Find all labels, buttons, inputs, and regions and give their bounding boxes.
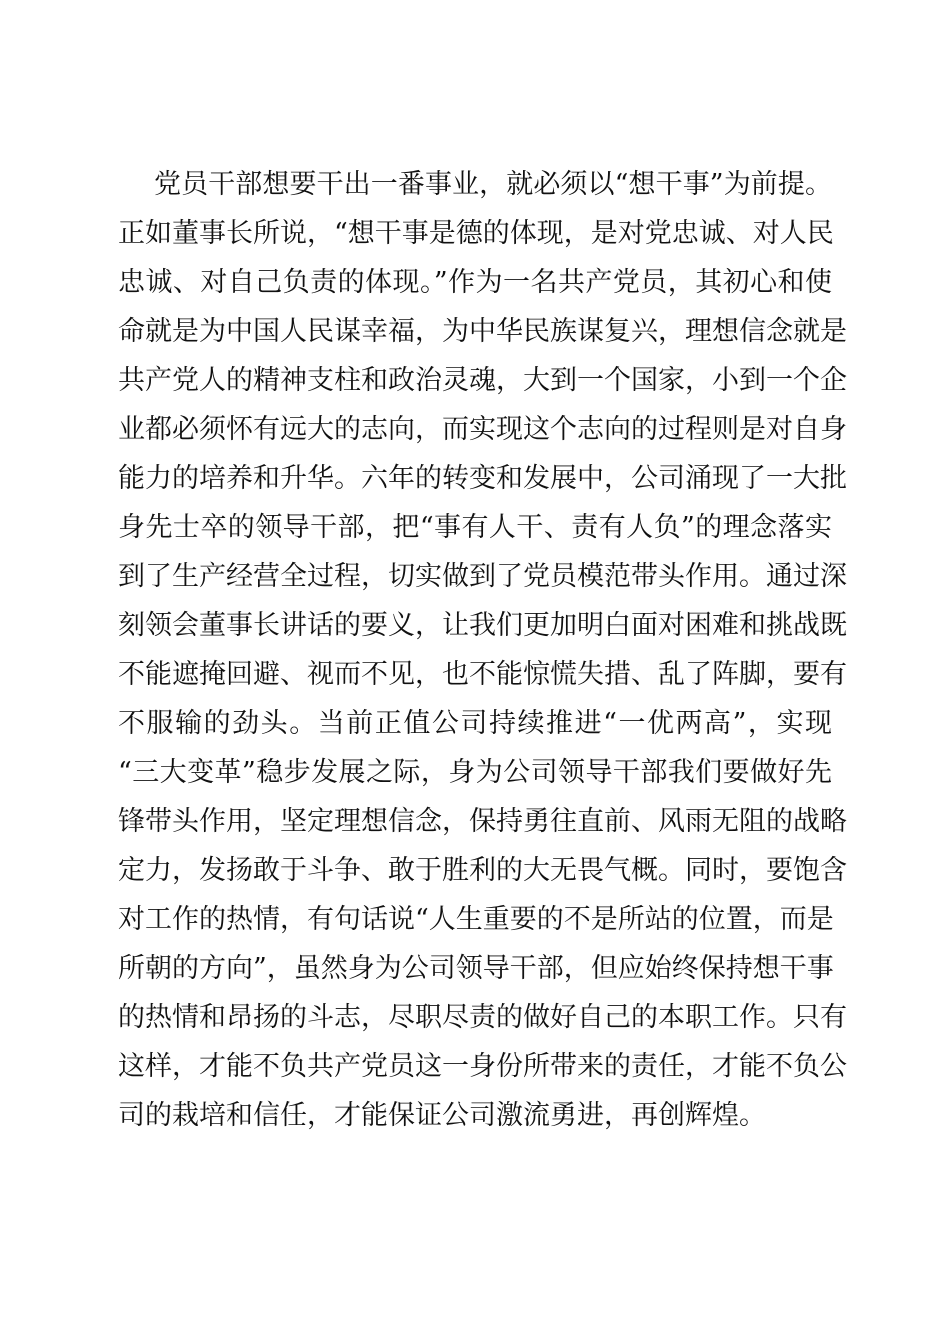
paragraph-line: 身先士卒的领导干部，把“事有人干、责有人负”的理念落实	[118, 512, 832, 543]
paragraph-line: 共产党人的精神支柱和政治灵魂，大到一个国家，小到一个企	[118, 365, 847, 396]
paragraph-line: 的热情和昂扬的斗志，尽职尽责的做好自己的本职工作。只有	[118, 1002, 847, 1033]
paragraph-line: 党员干部想要干出一番事业，就必须以“想干事”为前提。	[154, 169, 832, 200]
paragraph-line: 司的栽培和信任，才能保证公司激流勇进，再创辉煌。	[118, 1100, 766, 1131]
paragraph-line: 业都必须怀有远大的志向，而实现这个志向的过程则是对自身	[118, 414, 847, 445]
paragraph-line: 锋带头作用，坚定理想信念，保持勇往直前、风雨无阻的战略	[118, 806, 847, 837]
paragraph-line: 这样，才能不负共产党员这一身份所带来的责任，才能不负公	[118, 1051, 847, 1082]
paragraph-line: 不服输的劲头。当前正值公司持续推进“一优两高”，实现	[118, 708, 832, 739]
paragraph-line: 到了生产经营全过程，切实做到了党员模范带头作用。通过深	[118, 561, 847, 592]
paragraph-line: 定力，发扬敢于斗争、敢于胜利的大无畏气概。同时，要饱含	[118, 855, 847, 886]
paragraph-line: 所朝的方向”，虽然身为公司领导干部，但应始终保持想干事	[118, 953, 834, 984]
paragraph-line: 命就是为中国人民谋幸福，为中华民族谋复兴，理想信念就是	[118, 316, 847, 347]
paragraph-line: “三大变革”稳步发展之际，身为公司领导干部我们要做好先	[118, 757, 832, 788]
paragraph-line: 正如董事长所说，“想干事是德的体现，是对党忠诚、对人民	[118, 218, 834, 249]
paragraph-line: 不能遮掩回避、视而不见，也不能惊慌失措、乱了阵脚，要有	[118, 659, 847, 690]
paragraph-line: 忠诚、对自己负责的体现。”作为一名共产党员，其初心和使	[118, 267, 832, 298]
body-paragraph	[118, 160, 847, 1140]
paragraph-line: 刻领会董事长讲话的要义，让我们更加明白面对困难和挑战既	[118, 610, 847, 641]
paragraph-line: 能力的培养和升华。六年的转变和发展中，公司涌现了一大批	[118, 463, 847, 494]
paragraph-line: 对工作的热情，有句话说“人生重要的不是所站的位置，而是	[118, 904, 834, 935]
